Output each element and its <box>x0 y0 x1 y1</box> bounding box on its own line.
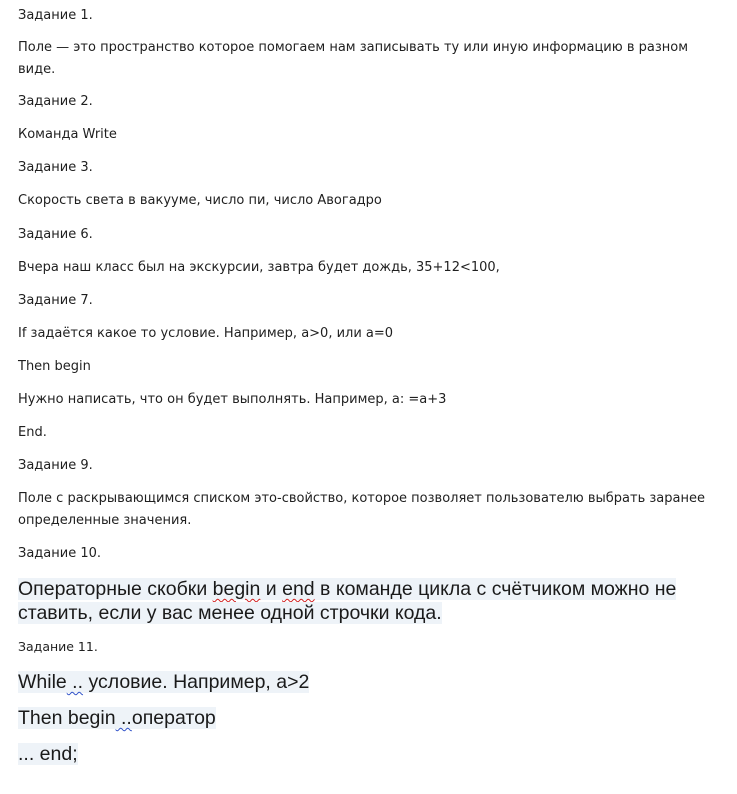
task-10-heading: Задание 10. <box>18 546 102 561</box>
task-2-answer: Команда Write <box>18 127 117 142</box>
task-11-then-begin: Then begin <box>18 707 116 729</box>
task-10-answer-line-1 <box>18 577 676 601</box>
spell-underlined-begin: begin <box>212 578 261 600</box>
task-6-answer: Вчера наш класс был на экскурсии, завтра будет дождь, 35+12<100, <box>18 260 500 275</box>
task-10-answer-line-2 <box>18 601 442 625</box>
task-1-heading: Задание 1. <box>18 8 93 23</box>
task-9-answer: Поле с раскрывающимся списком это-свойство, которое позволяет пользователю выбрать заранее определенные значения. <box>18 491 705 528</box>
spell-underlined-end: end <box>282 578 315 600</box>
task-11-answer-line-1 <box>18 670 309 694</box>
grammar-underlined-dots-2: .. <box>115 707 132 729</box>
task-7-answer-line-3: Нужно написать, что он будет выполнять. Например, a: =a+3 <box>18 392 447 407</box>
task-1-answer: Поле — это пространство которое помогаем нам записывать ту или иную информацию в разном виде. <box>18 40 689 77</box>
task-7-answer-line-1: If задаётся какое то условие. Например, a>0, или a=0 <box>18 326 394 341</box>
task-10-text-d: ставить, если у вас менее одной строчки кода. <box>18 602 442 624</box>
task-9-heading: Задание 9. <box>18 458 93 473</box>
task-7-answer-line-4: End. <box>18 425 47 440</box>
task-11-answer-line-2 <box>18 706 216 730</box>
task-7-heading: Задание 7. <box>18 293 93 308</box>
task-3-answer: Скорость света в вакууме, число пи, число Авогадро <box>18 193 382 208</box>
task-11-condition: условие. Например, a>2 <box>83 671 310 693</box>
task-10-text-b: и <box>260 578 283 600</box>
task-11-answer-line-3 <box>18 742 78 766</box>
task-11-heading: Задание 11. <box>18 639 98 654</box>
task-11-while: While <box>18 671 67 693</box>
task-11-end: ... end; <box>18 743 78 765</box>
task-3-heading: Задание 3. <box>18 160 93 175</box>
task-6-heading: Задание 6. <box>18 227 93 242</box>
task-10-text-a: Операторные скобки <box>18 578 213 600</box>
task-7-answer-line-2: Then begin <box>18 359 91 374</box>
task-2-heading: Задание 2. <box>18 94 93 109</box>
task-11-operator: оператор <box>131 707 216 729</box>
task-10-text-c: в команде цикла с счётчиком можно не <box>314 578 677 600</box>
grammar-underlined-dots-1: .. <box>66 671 84 693</box>
